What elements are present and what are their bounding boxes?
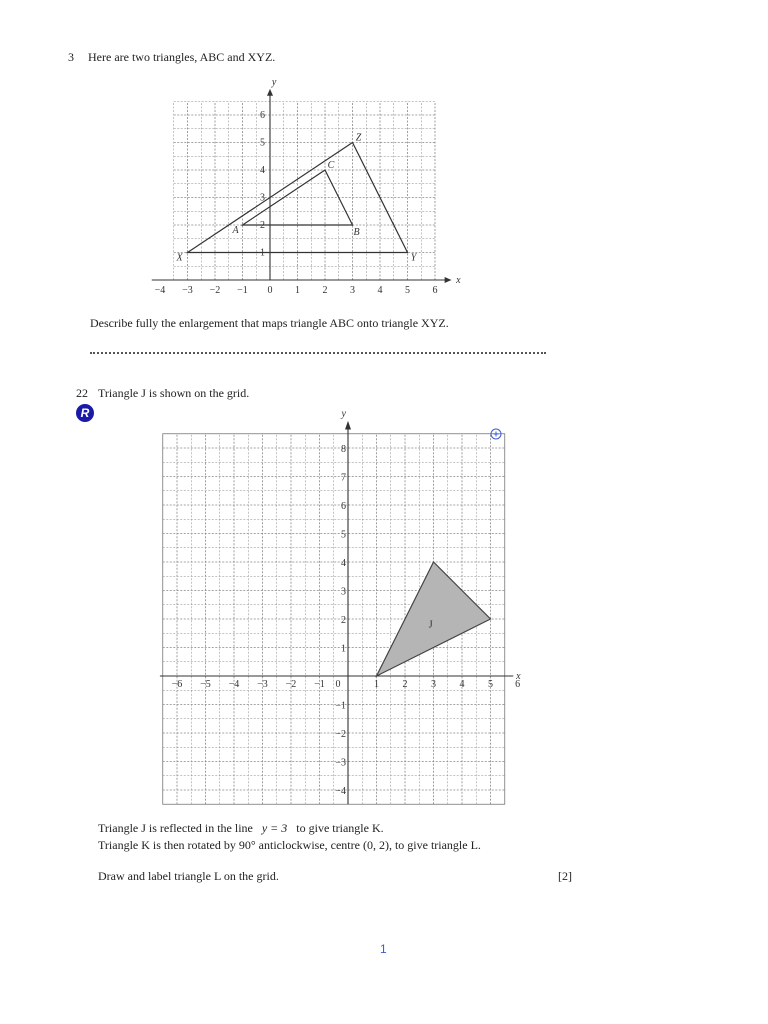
- answer-line[interactable]: [90, 352, 546, 354]
- x-tick-label: 6: [515, 679, 521, 690]
- q22-line1: [98, 821, 384, 836]
- y-tick-label: −1: [335, 700, 346, 712]
- x-tick-label: 0: [267, 285, 273, 296]
- y-tick-label: 2: [260, 220, 265, 231]
- x-tick-label: −4: [154, 285, 166, 296]
- vertex-label-z: Z: [355, 132, 362, 144]
- q3-labels: [155, 77, 461, 296]
- x-tick-label: 5: [488, 679, 493, 690]
- y-tick-label: 6: [341, 501, 346, 512]
- y-tick-label: 4: [341, 558, 346, 569]
- page-number: 1: [380, 942, 387, 956]
- q22-instruction: Draw and label triangle L on the grid.: [98, 869, 279, 883]
- x-axis-label: x: [516, 671, 521, 682]
- q22-line2: Triangle K is then rotated by 90° anticlockwise, centre (0, 2), to give triangle L.: [98, 838, 481, 852]
- question-22-number: 22: [76, 386, 88, 400]
- y-tick-label: 1: [341, 643, 346, 655]
- x-tick-label: 2: [322, 285, 328, 296]
- x-tick-label: 4: [377, 285, 383, 296]
- vertex-label-y: Y: [410, 252, 417, 264]
- y-tick-label: 3: [260, 192, 265, 204]
- x-tick-label: −6: [171, 679, 183, 690]
- y-tick-label: 7: [341, 472, 346, 484]
- x-tick-label: 0: [335, 679, 341, 690]
- x-tick-label: 2: [402, 679, 408, 690]
- vertex-label-c: C: [327, 160, 335, 171]
- vertex-label-b: B: [353, 227, 360, 238]
- y-tick-label: −2: [335, 729, 346, 740]
- x-tick-label: 5: [405, 285, 410, 296]
- x-tick-label: −3: [257, 679, 268, 690]
- x-tick-label: −3: [182, 285, 193, 296]
- question-3-text: Here are two triangles, ABC and XYZ.: [88, 50, 276, 64]
- x-tick-label: 3: [350, 285, 355, 296]
- x-axis-label: x: [456, 275, 461, 286]
- x-tick-label: −4: [228, 679, 240, 690]
- r-badge-icon: R: [76, 404, 94, 422]
- x-tick-label: −2: [209, 285, 221, 296]
- y-tick-label: 4: [260, 165, 265, 176]
- y-tick-label: −3: [335, 757, 346, 769]
- q22-line1-b: to give triangle K.: [296, 821, 384, 835]
- x-tick-label: 3: [431, 679, 436, 690]
- y-tick-label: 3: [341, 586, 346, 598]
- x-tick-label: 4: [459, 679, 465, 690]
- y-axis-arrow: [345, 421, 351, 430]
- marks: [2]: [558, 869, 572, 883]
- y-tick-label: 5: [260, 137, 265, 149]
- x-tick-label: −2: [285, 679, 297, 690]
- q3-graph: [140, 70, 470, 300]
- question-3-number: 3: [68, 50, 74, 64]
- x-tick-label: 1: [374, 679, 379, 690]
- x-tick-label: −5: [200, 679, 211, 690]
- y-axis-label: y: [341, 408, 346, 420]
- question-22-text: Triangle J is shown on the grid.: [98, 386, 250, 400]
- q22-line1-a: Triangle J is reflected in the line: [98, 821, 253, 835]
- q22-line-equation: y = 3: [261, 821, 288, 835]
- y-tick-label: 8: [341, 444, 346, 455]
- y-tick-label: 5: [341, 529, 346, 541]
- y-tick-label: 2: [341, 615, 346, 626]
- y-axis-label: y: [271, 76, 277, 88]
- x-axis-arrow: [445, 277, 452, 283]
- q22-graph: [138, 408, 521, 804]
- y-tick-label: 1: [260, 247, 265, 259]
- q3-grid: [174, 101, 435, 280]
- y-tick-label: −4: [335, 786, 346, 797]
- vertex-label-a: A: [232, 225, 239, 236]
- x-tick-label: 6: [432, 285, 438, 296]
- x-tick-label: −1: [237, 285, 248, 296]
- question-3-instruction: Describe fully the enlargement that maps triangle ABC onto triangle XYZ.: [90, 316, 449, 330]
- y-axis-arrow: [267, 89, 273, 96]
- vertex-label-x: X: [176, 252, 183, 264]
- triangle-j-label: J: [428, 619, 433, 631]
- x-tick-label: −1: [314, 679, 325, 690]
- x-tick-label: 1: [295, 285, 300, 296]
- y-tick-label: 6: [260, 110, 265, 121]
